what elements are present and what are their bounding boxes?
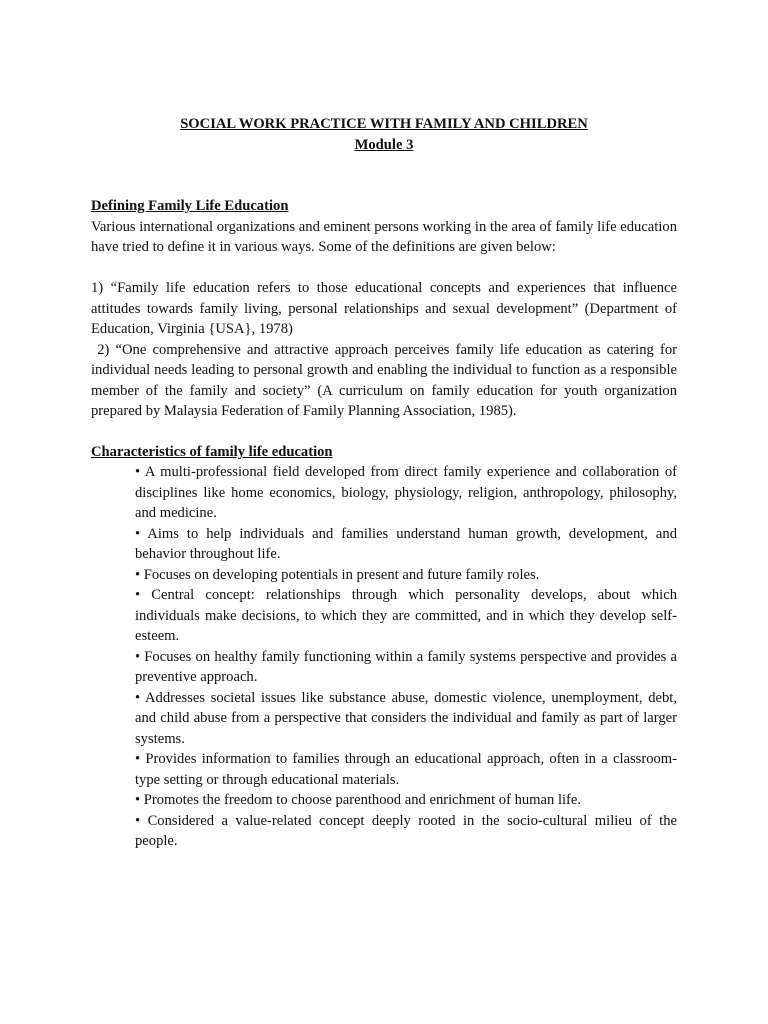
bullet-item: • Addresses societal issues like substance abuse, domestic violence, unemployment, debt, and child abuse from a perspective that considers the individual and family as part of larger systems. bbox=[135, 689, 677, 747]
bullet-item: • Focuses on developing potentials in present and future family roles. bbox=[135, 566, 540, 583]
characteristics-bullet-list bbox=[135, 462, 677, 852]
bullet-item: • A multi-professional field developed from direct family experience and collaboration of disciplines like home economics, biology, physiology, religion, anthropology, philosophy, and medicine. bbox=[135, 464, 677, 521]
section-intro-paragraph: Various international organizations and eminent persons working in the area of family life education have tried to define it in various ways. Some of the definitions are given below: bbox=[91, 218, 677, 255]
bullet-item: • Focuses on healthy family functioning within a family systems perspective and provides a preventive approach. bbox=[135, 648, 677, 685]
bullet-item: • Aims to help individuals and families understand human growth, development, and behavior throughout life. bbox=[135, 525, 677, 562]
section-characteristics-heading-wrap bbox=[91, 442, 677, 463]
bullet-item: • Considered a value-related concept deeply rooted in the socio-cultural milieu of the people. bbox=[135, 812, 677, 849]
section-heading-characteristics: Characteristics of family life education bbox=[91, 444, 333, 460]
document-title: SOCIAL WORK PRACTICE WITH FAMILY AND CHILDREN bbox=[180, 116, 588, 132]
definition-item: 2) “One comprehensive and attractive approach perceives family life education as catering for individual needs leading to personal growth and enabling the individual to function as a responsible member of the family and society” (A curriculum on family education for youth organization prepared by Malaysia Federation of Family Planning Association, 1985). bbox=[91, 341, 681, 419]
module-label: Module 3 bbox=[354, 136, 414, 153]
section-heading-defining: Defining Family Life Education bbox=[91, 198, 289, 214]
bullet-item: • Central concept: relationships through which personality develops, about which individuals make decisions, to which they are committed, and in which they develop self-esteem. bbox=[135, 587, 677, 644]
blank-line bbox=[91, 258, 677, 279]
definition-list bbox=[91, 278, 681, 422]
bullet-item: • Promotes the freedom to choose parenthood and enrichment of human life. bbox=[135, 792, 582, 808]
bullet-item: • Provides information to families through an educational approach, often in a classroom-type setting or through educational materials. bbox=[135, 751, 677, 788]
definition-item: 1) “Family life education refers to those educational concepts and experiences that influence attitudes towards family living, personal relationships and sexual development” (Department of Education, Virginia {USA}, 1978) bbox=[91, 280, 677, 337]
document-header bbox=[0, 114, 768, 155]
section-defining bbox=[91, 196, 681, 422]
